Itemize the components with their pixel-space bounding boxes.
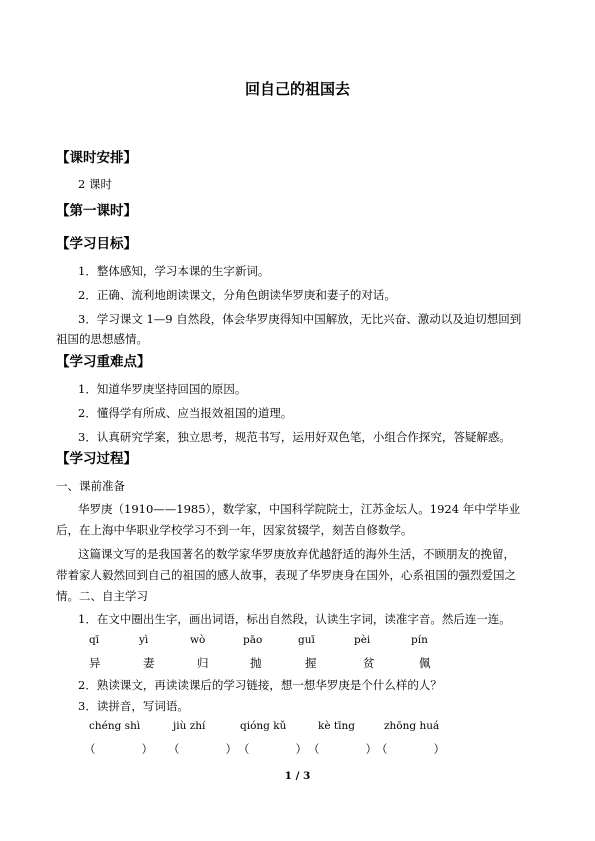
match-pinyin: guī [298,634,315,646]
match-char: 抛 [250,656,262,670]
document-title: 回自己的祖国去 [244,80,350,98]
match-pinyin: pāo [243,634,263,646]
word-pinyin: zhōng huá [384,720,440,732]
process-line-5: 带着家人毅然回到自己的祖国的感人故事，表现了华罗庚身在国外，心系祖国的强烈爱国之 [56,568,516,582]
match-char: 妻 [143,656,155,670]
heading-goals: 【学习目标】 [56,236,137,252]
heading-key-points: 【学习重难点】 [56,354,151,370]
process-line-6: 情。二、自主学习 [56,589,148,603]
word-pinyin: chéng shì [89,720,141,732]
match-char: 握 [305,656,317,670]
answer-blank[interactable]: （ ） [238,742,307,756]
match-pinyin: pèi [354,634,371,646]
answer-blank[interactable]: （ ） [84,742,153,756]
match-char: 贫 [363,656,375,670]
goal-item-2: 2．正确、流利地朗读课文，分角色朗读华罗庚和妻子的对话。 [78,288,396,302]
process-line-2: 华罗庚（1910——1985），数学家，中国科学院院士，江苏金坛人。1924 年中学毕业 [78,502,521,516]
task-2: 2．熟读课文，再读读课后的学习链接，想一想华罗庚是个什么样的人？ [78,678,442,692]
key-point-1: 1．知道华罗庚坚持回国的原因。 [78,382,247,396]
match-pinyin: wò [190,634,206,646]
page-number: 1 / 3 [284,770,311,782]
heading-schedule: 【课时安排】 [56,150,137,166]
answer-blank[interactable]: （ ） [168,742,237,756]
answer-blank[interactable]: （ ） [308,742,377,756]
key-point-3: 3．认真研究学案，独立思考，规范书写，运用好双色笔，小组合作探究，答疑解惑。 [78,430,511,444]
task-1: 1．在文中圈出生字，画出词语，标出自然段，认读生字词，读准字音。然后连一连。 [78,612,511,626]
word-pinyin: qióng kǔ [240,720,287,732]
schedule-body: 2 课时 [78,177,112,191]
match-char: 佩 [419,656,431,670]
process-line-4: 这篇课文写的是我国著名的数学家华罗庚放弃优越舒适的海外生活，不顾朋友的挽留， [78,547,515,561]
match-char: 归 [197,656,209,670]
goal-item-1: 1．整体感知，学习本课的生字新词。 [78,264,270,278]
answer-blank[interactable]: （ ） [376,742,445,756]
task-3: 3．读拼音，写词语。 [78,699,189,713]
heading-process: 【学习过程】 [56,451,137,467]
match-char: 异 [89,656,101,670]
goal-item-3: 3．学习课文 1—9 自然段，体会华罗庚得知中国解放，无比兴奋、激动以及迫切想回到 [78,312,522,326]
process-line-3: 后，在上海中华职业学校学习不到一年，因家贫辍学，刻苦自修数学。 [56,523,413,537]
key-point-2: 2．懂得学有所成、应当报效祖国的道理。 [78,406,293,420]
process-line-1: 一、课前准备 [56,479,125,493]
match-pinyin: qī [89,634,100,646]
word-pinyin: jiù zhí [173,720,206,732]
match-pinyin: yì [139,634,149,646]
goal-item-3-cont: 祖国的思想感情。 [56,332,148,346]
word-pinyin: kè tīng [318,720,355,732]
match-pinyin: pín [411,634,428,646]
heading-first-lesson: 【第一课时】 [56,203,137,219]
